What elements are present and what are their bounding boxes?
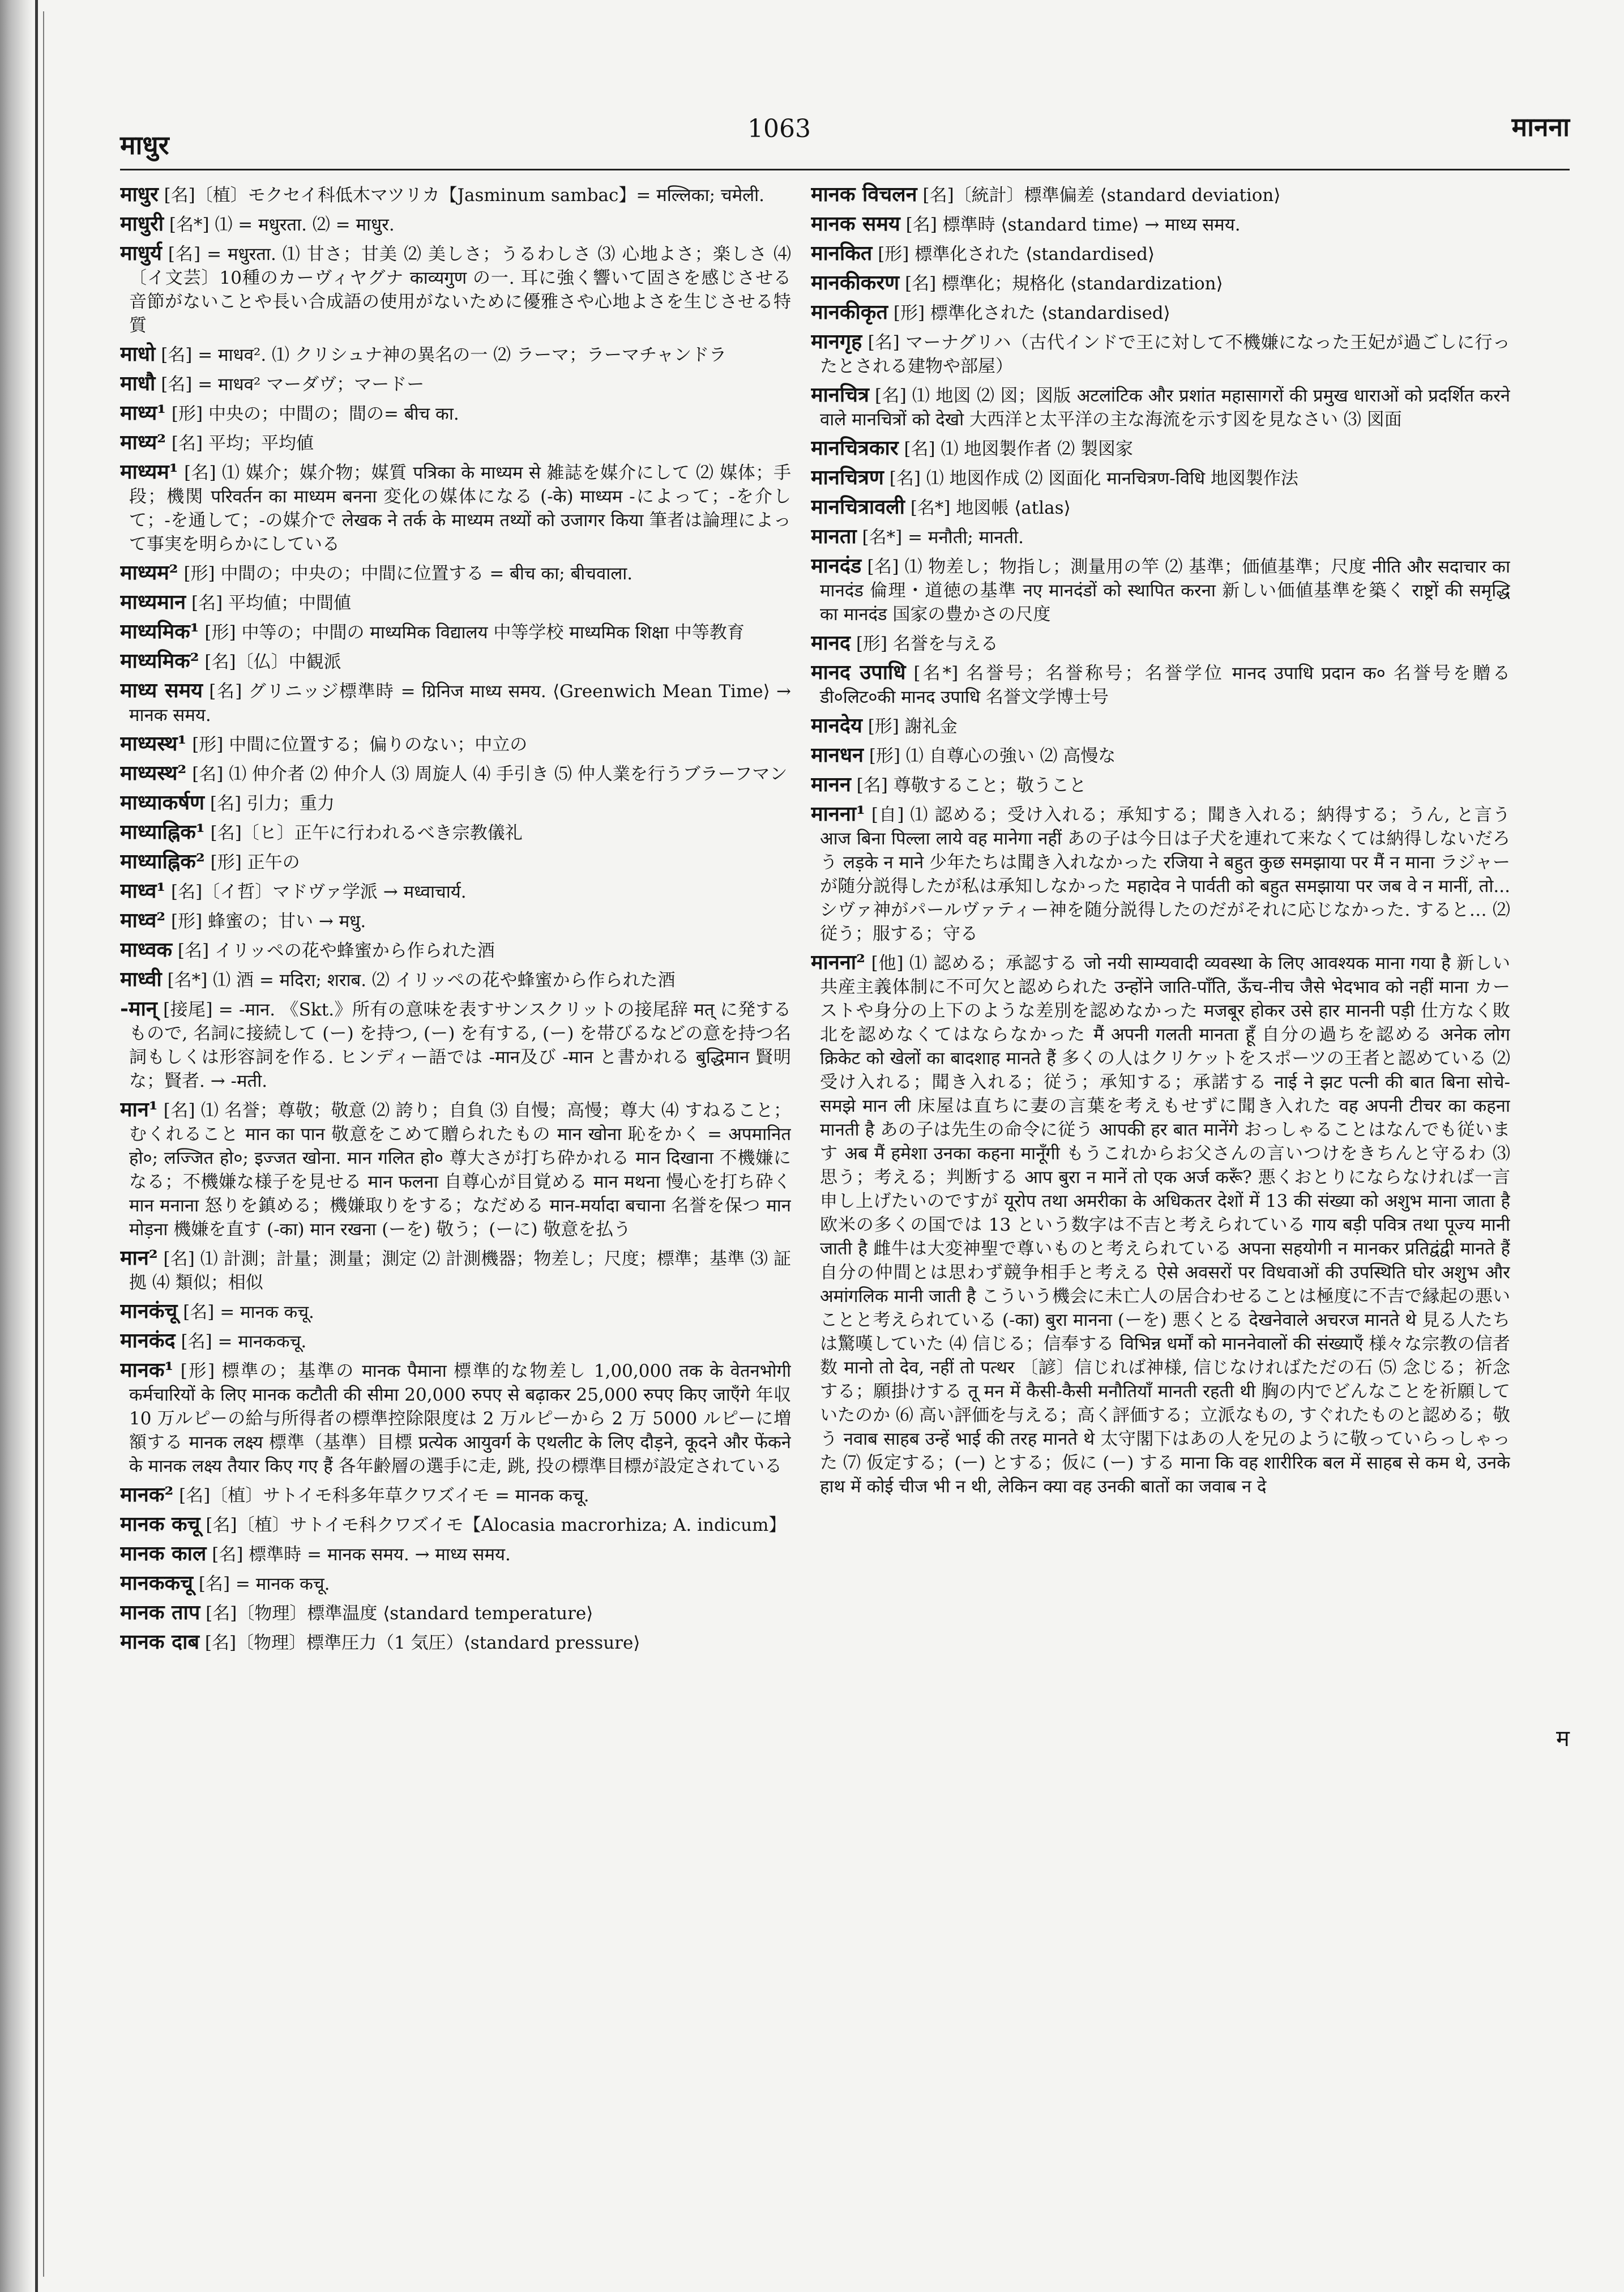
dictionary-entry [120,1571,791,1596]
dictionary-entry [811,714,1510,739]
book-binding-shadow [0,0,33,2292]
entry-definition: [名] ⑴ 地図製作者 ⑵ 製図家 [904,439,1134,459]
entry-definition: [名]〔植〕サトイモ科クワズイモ【Alocasia macrorhiza; A. indicum】 [206,1515,787,1535]
entry-headword: मानकीकृत [811,300,888,324]
entry-definition: [名]〔イ哲〕マドヴァ学派 → मध्वाचार्य. [171,882,467,902]
dictionary-entry [120,342,791,367]
entry-definition: [名*] ⑴ 酒 = मदिरा; शराब. ⑵ イリッペの花や蜂蜜から作られた酒 [167,970,676,991]
entry-headword: माध्यमिक² [120,649,199,673]
entry-headword: माध्याकर्षण [120,791,205,814]
dictionary-entry [811,802,1510,946]
entry-definition: [名] ⑴ 地図作成 ⑵ 図面化 मानचित्रण-विधि 地図製作法 [889,468,1298,489]
dictionary-entry [120,678,791,727]
entry-headword: मानदेय [811,714,862,737]
entry-headword: माधो [120,342,156,366]
dictionary-entry [811,330,1510,378]
dictionary-entry [811,466,1510,490]
entry-definition: [自] ⑴ 認める；受け入れる；承知する；聞き入れる；納得する；うん, と言う आज बिना पिल्ला लाये वह मानेगा नहीं あの子は今日は子犬を連れて来なくては納得しないだろう लड़के न माने 少年たちは聞き入れなかった रजिया ने बहुत कुछ समझाया पर मैं न माना ラジャーが随分説得したが私は承知しなかった महादेव ने पार्वती को बहुत समझाया पर जब वे न मानीं, तो... シヴァ神がパールヴァティー神を随分説得したのだがそれに応じなかった. すると… ⑵ 従う；服する；守る [820,805,1510,944]
entry-headword: मानक¹ [120,1358,174,1382]
entry-definition: [名] 平均値；中間値 [191,593,352,613]
entry-definition: [形] 標準化された ⟨standardised⟩ [893,303,1170,323]
entry-definition: [名] マーナグリハ（古代インドで王に対して不機嫌になった王妃が過ごしに行ったとされる建物や部屋） [820,332,1510,377]
entry-definition: [形] 標準の；基準の मानक पैमाना 標準的な物差し 1,00,000 तक के वेतनभोगी कर्मचारियों के लिए मानक कटौती की सीमा 20,000 रुपए से बढ़ाकर 25,000 रुपए किए जाएँगे 年収 10 万ルピーの給与所得者の標準控除限度は 2 万ルピーから 2 万 5000 ルピーに増額する मानक लक्ष्य 標準（基準）目標 प्रत्येक आयुवर्ग के एथलीट के लिए दौड़ने, कूदने और फेंकने के मानक लक्ष्य तैयार किए गए हैं 各年齢層の選手に走, 跳, 投の標準目標が設定されている [129,1361,791,1476]
dictionary-entry [120,212,791,237]
entry-headword: मानकंचू [120,1299,178,1323]
entry-headword: मानद उपाधि [811,660,906,684]
entry-headword: माधुर्य [120,241,162,265]
dictionary-entry [811,436,1510,461]
entry-definition: [名] ⑴ 物差し；物指し；測量用の竿 ⑵ 基準；価値基準；尺度 नीति और सदाचार का मानदंड 倫理・道徳の基準 नए मानदंडों को स्थापित करना 新しい価値基準を築く राष्ट्रों की समृद्धि का मानदंड 国家の豊かさの尺度 [820,557,1510,625]
entry-definition: [名] 尊敬すること；敬うこと [856,775,1087,796]
entry-definition: [名] = माधव². ⑴ クリシュナ神の異名の一 ⑵ ラーマ；ラーマチャンドラ [161,345,727,365]
entry-headword: मानक समय [811,212,900,236]
entry-headword: माधुर [120,182,159,206]
entry-definition: [名] = मानककचू. [181,1331,307,1352]
entry-headword: मानकंद [120,1329,176,1352]
entry-headword: माध्याह्निक² [120,850,205,873]
dictionary-entry [120,1246,791,1295]
entry-headword: माध्यस्थ² [120,761,187,785]
entry-definition: [形] 謝礼金 [867,716,958,737]
entry-definition: [他] ⑴ 認める；承認する जो नयी साम्यवादी व्यवस्था के लिए आवश्यक माना गया है 新しい共産主義体制に不可欠と認められた उन्होंने जाति-पाँति, ऊँच-नीच जैसे भेदभाव को नहीं माना カーストや身分の上下のような差別を認めなかった मजबूर होकर उसे हार माननी पड़ी 仕方なく敗北を認めなくてはならなかった मैं अपनी गलती मानता हूँ 自分の過ちを認める अनेक लोग क्रिकेट को खेलों का बादशाह मानते हैं 多くの人はクリケットをスポーツの王者と認めている ⑵ 受け入れる；聞き入れる；従う；承知する；承諾する नाई ने झट पत्नी की बात बिना सोचे-समझे मान ली 床屋は直ちに妻の言葉を考えもせずに聞き入れた वह अपनी टीचर का कहना मानती है あの子は先生の命令に従う आपकी हर बात मानेंगे おっしゃることはなんでも従います अब मैं हमेशा उनका कहना मानूँगी もうこれからお父さんの言いつけをきちんと守るわ ⑶ 思う；考える；判断する आप बुरा न मानें तो एक अर्ज करूँ? 悪くおとりにならなければ一言申し上げたいのですが यूरोप तथा अमरीका के अधिकतर देशों में 13 की संख्या को अशुभ माना जाता है 欧米の多くの国では 13 という数字は不吉と考えられている गाय बड़ी पवित्र तथा पूज्य मानी जाती है 雌牛は大変神聖で尊いものと考えられている अपना सहयोगी न मानकर प्रतिद्वंद्वी मानते हैं 自分の仲間とは思わず競争相手と考える ऐसे अवसरों पर विधवाओं की उपस्थिति घोर अशुभ और अमांगलिक मानी जाती है こういう機会に未亡人の居合わせることは極度に不吉で縁起の悪いことと考えられている (-का) बुरा मानना (ーを) 悪くとる देखनेवाले अचरज मानते थे 見る人たちは驚嘆していた ⑷ 信じる；信奉する विभिन्न धर्मों को माननेवालों की संख्याएँ 様々な宗教の信者数 मानो तो देव, नहीं तो पत्थर 〔諺〕信じれば神様, 信じなければただの石 ⑸ 念じる；祈念する；願掛けする तू मन में कैसी-कैसी मनौतियाँ मानती रहती थी 胸の内でどんなことを祈願していたのか ⑹ 高い評価を与える；高く評価する；立派なもの, すぐれたものと認める；敬う नवाब साहब उन्हें भाई की तरह मानते थे 太守閣下はあの人を兄のように敬っていらっしゃった ⑺ 仮定する；(ー) とする；仮に (ー) する माना कि वह शारीरिक बल में साहब से कम थे, उनके हाथ में कोई चीज भी न थी, लेकिन क्या वह उनकी बातों का जवाब न दे [820,953,1510,1497]
entry-headword: मान² [120,1246,158,1270]
entry-headword: माध्य² [120,430,166,454]
entry-definition: [名] ⑴ 名誉；尊敬；敬意 ⑵ 誇り；自負 ⑶ 自慢；高慢；尊大 ⑷ すねること；むくれること मान का पान 敬意をこめて贈られたもの मान खोना 恥をかく = अपमानित हो०; लज्जित हो०; इज्जत खोना. मान गलित हो० 尊大さが打ち砕かれる मान दिखाना 不機嫌になる；不機嫌な様子を見せる मान फलना 自尊心が目覚める मान मथना 慢心を打ち砕く मान मनाना 怒りを鎮める；機嫌取りをする；なだめる मान-मर्यादा बचाना 名誉を保つ मान मोड़ना 機嫌を直す (-का) मान रखना (ーを) 敬う；(ーに) 敬意を払う [129,1100,791,1240]
dictionary-entry [120,430,791,455]
entry-definition: [形] ⑴ 自尊心の強い ⑵ 高慢な [869,746,1116,766]
entry-headword: मानक कचू [120,1512,200,1536]
binding-edge-line-inner [43,11,44,2277]
dictionary-entry [120,620,791,645]
entry-headword: मानककचू [120,1571,193,1595]
entry-headword: माध्व² [120,908,166,932]
dictionary-entry [120,1483,791,1508]
header-last-entry: मानना [1511,112,1570,142]
dictionary-entry [120,401,791,426]
left-column [120,182,791,2244]
entry-definition: [形] 標準化された ⟨standardised⟩ [878,244,1155,264]
dictionary-entry [120,1358,791,1478]
dictionary-entry [120,1630,791,1655]
entry-definition: [名] 標準時 = मानक समय. → माध्य समय. [212,1544,511,1565]
entry-definition: [名]〔ヒ〕正午に行われるべき宗教儀礼 [210,823,523,843]
entry-definition: [形] 中間に位置する；偏りのない；中立の [192,735,528,755]
binding-edge-line [35,0,38,2292]
dictionary-entry [811,212,1510,237]
dictionary-entry [811,495,1510,520]
dictionary-entry [120,938,791,963]
dictionary-entry [120,182,791,207]
dictionary-entry [120,372,791,396]
entry-definition: [名] ⑴ 仲介者 ⑵ 仲介人 ⑶ 周旋人 ⑷ 手引き ⑸ 仲人業を行うブラーフマン [192,764,788,784]
entry-headword: मानचित्रावली [811,495,905,519]
entry-headword: माध्याह्निक¹ [120,820,205,844]
entry-definition: [名] ⑴ 地図 ⑵ 図；図版 अटलांटिक और प्रशांत महासागरों की प्रमुख धाराओं को प्रदर्शित करने वाले मानचित्रों को देखो 大西洋と太平洋の主な海流を示す図を見なさい ⑶ 図面 [820,386,1510,430]
entry-definition: [名] イリッペの花や蜂蜜から作られた酒 [177,941,495,961]
entry-headword: मानन [811,772,851,796]
entry-headword: मानक ताप [120,1600,200,1624]
entry-definition: [接尾] = -मान. 《Skt.》所有の意味を表すサンスクリットの接尾辞 मत् に発するもので, 名詞に接続して (ー) を持つ, (ー) を有する, (ー) を帯びるなどの意を持つ名詞もしくは形容詞を作る. ヒンディー語では -मान及び -मान と書かれる बुद्धिमान 賢明な；賢者. → -मती. [129,1000,791,1091]
dictionary-entry [120,1512,791,1537]
dictionary-entry [811,660,1510,709]
entry-headword: मानक काल [120,1542,207,1565]
entry-headword: माध्यस्थ¹ [120,732,187,756]
dictionary-entry [120,761,791,786]
entry-definition: [名] ⑴ 媒介；媒介物；媒質 पत्रिका के माध्यम से 雑誌を媒介にして ⑵ 媒体；手段；機関 परिवर्तन का माध्यम बनना 変化の媒体になる (-के) माध्यम -によって；-を介して；-を通して；-の媒介で लेखक ने तर्क के माध्यम तथ्यों को उजागर किया 筆者は論理によって事実を明らかにしている [129,463,791,554]
dictionary-entry [811,950,1510,1499]
entry-definition: [名] = माधव² マーダヴ；マードー [161,374,425,395]
dictionary-entry [120,1299,791,1324]
entry-headword: मानचित्र [811,383,869,407]
right-column [811,182,1510,2244]
entry-headword: मानधन [811,743,864,767]
entry-headword: माध्य समय [120,678,203,702]
dictionary-entry [120,791,791,816]
entry-headword: माधौ [120,372,156,395]
entry-definition: [名] 標準化；規格化 ⟨standardization⟩ [905,274,1223,294]
entry-headword: मानदंड [811,554,862,578]
entry-definition: [名] 標準時 ⟨standard time⟩ → माध्य समय. [905,215,1241,235]
dictionary-entry [120,1542,791,1567]
dictionary-entry [811,271,1510,296]
entry-definition: [形] 名誉を与える [856,634,998,654]
dictionary-entry [811,554,1510,626]
entry-headword: माध्यम² [120,561,178,584]
entry-headword: माध्यमान [120,590,186,614]
entry-definition: [名] ⑴ 計測；計量；測量；測定 ⑵ 計測機器；物差し；尺度；標準；基準 ⑶ 証拠 ⑷ 類似；相似 [129,1249,791,1293]
entry-headword: मानद [811,631,851,655]
entry-headword: मानना² [811,950,865,974]
entry-definition: [名*] = मनौती; मानती. [862,527,1024,548]
entry-definition: [形] 中間の；中央の；中間に位置する = बीच का; बीचवाला. [183,564,633,584]
dictionary-entry [811,772,1510,797]
dictionary-entry [120,649,791,674]
entry-definition: [名] グリニッジ標準時 = ग्रिनिज माध्य समय. ⟨Greenwich Mean Time⟩ → मानक समय. [129,681,791,725]
thumb-index-letter: म [1556,1726,1570,1752]
dictionary-entry [811,524,1510,549]
entry-headword: मानता [811,524,857,548]
dictionary-entry [811,300,1510,325]
entry-definition: [名*] 地図帳 ⟨atlas⟩ [910,498,1071,518]
dictionary-entry [120,241,791,338]
entry-definition: [形] 蜂蜜の；甘い → मधु. [171,911,366,932]
dictionary-entry [811,383,1510,432]
dictionary-entry [811,182,1510,207]
entry-headword: मानना¹ [811,802,865,826]
entry-headword: मान¹ [120,1098,158,1121]
entry-headword: मानकित [811,241,873,265]
entry-definition: [名]〔植〕サトイモ科多年草クワズイモ = मानक कचू. [179,1486,589,1506]
entry-headword: मानक दाब [120,1630,200,1654]
entry-definition: [形] 中央の；中間の；間の= बीच का. [171,404,459,424]
dictionary-entry [120,732,791,757]
entry-definition: [名]〔物理〕標準温度 ⟨standard temperature⟩ [206,1603,593,1624]
entry-definition: [名]〔植〕モクセイ科低木マツリカ【Jasminum sambac】= मल्लिका; चमेली. [164,185,765,206]
dictionary-entry [120,997,791,1093]
entry-headword: माध्वी [120,967,162,991]
header-first-entry: माधुर [120,130,169,160]
entry-definition: [名]〔統計〕標準偏差 ⟨standard deviation⟩ [922,185,1281,206]
entry-headword: माध्वक [120,938,173,962]
dictionary-entry [120,1098,791,1241]
entry-definition: [名*] 名誉号；名誉称号；名誉学位 मानद उपाधि प्रदान क० 名誉号を贈る डी०लिट०की मानद उपाधि 名誉文学博士号 [820,663,1510,707]
dictionary-entry [120,850,791,874]
entry-headword: माधुरी [120,212,164,236]
entry-headword: मानक² [120,1483,174,1506]
dictionary-entry [811,241,1510,266]
dictionary-entry [120,460,791,556]
entry-headword: माध्य¹ [120,401,166,425]
entry-definition: [名] = मानक कचू. [183,1302,314,1322]
entry-headword: -मान् [120,997,157,1021]
entry-headword: माध्यमिक¹ [120,620,199,643]
dictionary-entry [811,743,1510,768]
dictionary-entry [120,590,791,615]
entry-definition: [名] = मानक कचू. [198,1574,330,1594]
entry-definition: [形] 中等の；中間の माध्यमिक विद्यालय 中等学校 माध्यमिक शिक्षा 中等教育 [204,622,745,643]
dictionary-entry [120,1600,791,1625]
entry-headword: मानगृह [811,330,862,353]
page-number: 1063 [747,114,811,143]
entry-definition: [名*] ⑴ = मधुरता. ⑵ = माधुर. [169,215,395,235]
dictionary-entry [120,1329,791,1354]
dictionary-entry [120,908,791,933]
entry-definition: [名] 平均；平均値 [171,433,314,454]
entry-headword: मानचित्रण [811,466,884,489]
entry-headword: मानचित्रकार [811,436,899,460]
dictionary-entry [120,561,791,586]
entry-definition: [名]〔物理〕標準圧力（1 気圧）⟨standard pressure⟩ [204,1633,640,1653]
entry-definition: [名]〔仏〕中観派 [204,652,341,672]
dictionary-entry [120,967,791,992]
entry-headword: मानक विचलन [811,182,917,206]
entry-definition: [名] 引力；重力 [210,793,335,814]
entry-definition: [名] = मधुरता. ⑴ 甘さ；甘美 ⑵ 美しさ；うるわしさ ⑶ 心地よさ；楽しさ ⑷〔イ文芸〕10種のカーヴィヤグナ काव्यगुण の一. 耳に強く響いて固さを感じさせる音節がないことや長い合成語の使用がないために優雅さや心地よさを生じさせる特質 [129,244,791,336]
entry-headword: माध्व¹ [120,879,166,903]
dictionary-entry [120,820,791,845]
dictionary-entry [120,879,791,904]
entry-definition: [形] 正午の [210,852,300,873]
entry-headword: माध्यम¹ [120,460,178,484]
page-header [120,106,1570,170]
dictionary-entry [811,631,1510,656]
entry-headword: मानकीकरण [811,271,900,294]
